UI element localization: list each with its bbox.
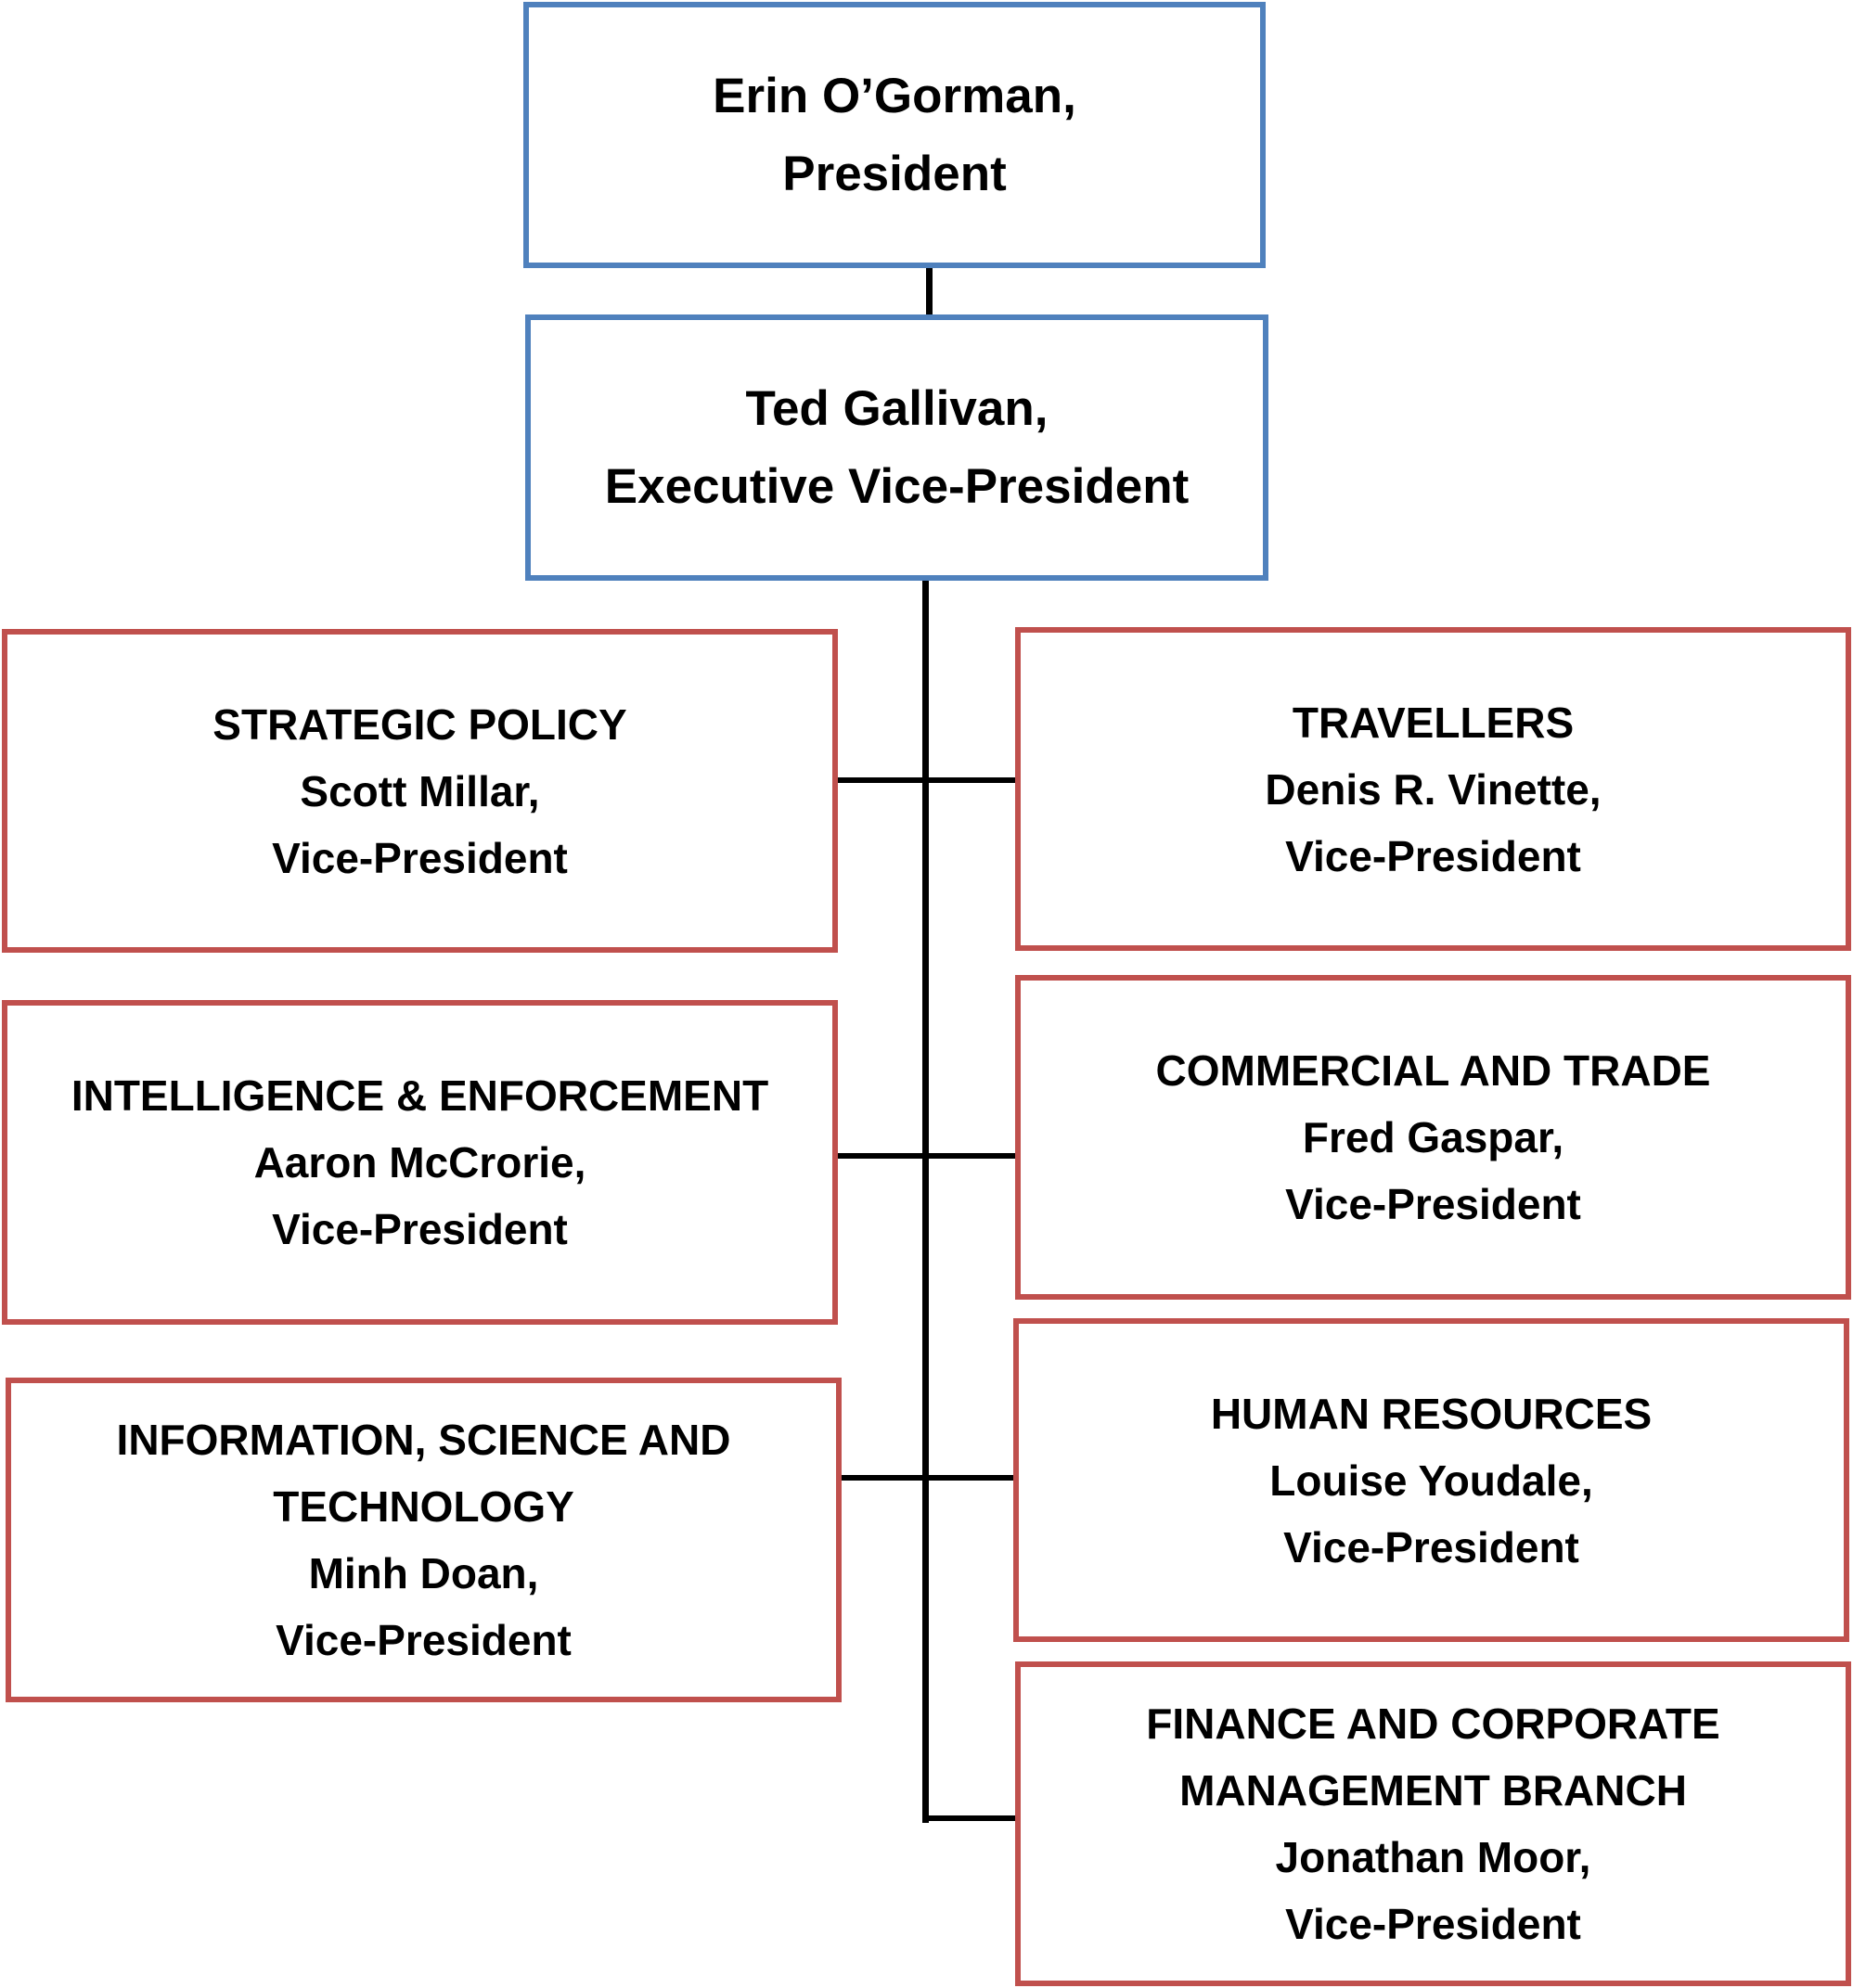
branch-name: INTELLIGENCE & ENFORCEMENT (71, 1071, 769, 1120)
branch-intelligence-enforcement (2, 1000, 838, 1325)
branch-head-name: Scott Millar, (300, 766, 540, 815)
branch-head-name: Fred Gaspar, (1302, 1113, 1564, 1161)
branch-head-name: Aaron McCrorie, (253, 1138, 586, 1186)
president-title: President (782, 146, 1007, 201)
branch-name-continued: TECHNOLOGY (273, 1482, 574, 1531)
president-name: Erin O’Gorman, (713, 68, 1076, 123)
branch-head-title: Vice-President (272, 833, 568, 882)
branch-head-name: Louise Youdale, (1269, 1456, 1593, 1505)
branch-strategic-policy (2, 629, 838, 953)
branch-travellers (1015, 627, 1851, 951)
connector-row-4 (926, 1815, 1015, 1821)
executive-vp-box (525, 314, 1268, 581)
executive-vp-name: Ted Gallivan, (745, 380, 1049, 436)
branch-head-name: Minh Doan, (308, 1549, 539, 1597)
branch-information-science-technology (6, 1378, 842, 1702)
branch-name: TRAVELLERS (1292, 698, 1575, 747)
branch-head-name: Jonathan Moor, (1275, 1833, 1591, 1881)
executive-vp-title: Executive Vice-President (604, 458, 1190, 514)
branch-commercial-trade (1015, 975, 1851, 1300)
president-box (523, 2, 1266, 268)
branch-name: COMMERCIAL AND TRADE (1155, 1046, 1711, 1095)
branch-head-title: Vice-President (1285, 831, 1581, 880)
connector-row-2 (832, 1153, 1015, 1159)
branch-head-name: Denis R. Vinette, (1265, 764, 1602, 814)
branch-head-title: Vice-President (1285, 1180, 1581, 1228)
connector-president-evp (926, 263, 933, 314)
branch-name: HUMAN RESOURCES (1210, 1389, 1653, 1438)
branch-finance-corporate-management (1015, 1661, 1851, 1986)
branch-name: FINANCE AND CORPORATE (1146, 1699, 1720, 1748)
branch-name-continued: MANAGEMENT BRANCH (1179, 1766, 1687, 1815)
branch-name: INFORMATION, SCIENCE AND (116, 1416, 731, 1464)
branch-head-title: Vice-President (272, 1205, 568, 1253)
connector-row-1 (835, 777, 1015, 783)
connector-row-3 (838, 1475, 1018, 1481)
branch-head-title: Vice-President (276, 1616, 572, 1664)
branch-name: STRATEGIC POLICY (212, 699, 627, 749)
branch-head-title: Vice-President (1283, 1522, 1579, 1571)
branch-head-title: Vice-President (1285, 1900, 1581, 1948)
connector-main-trunk (922, 575, 929, 1823)
branch-human-resources (1013, 1318, 1849, 1642)
